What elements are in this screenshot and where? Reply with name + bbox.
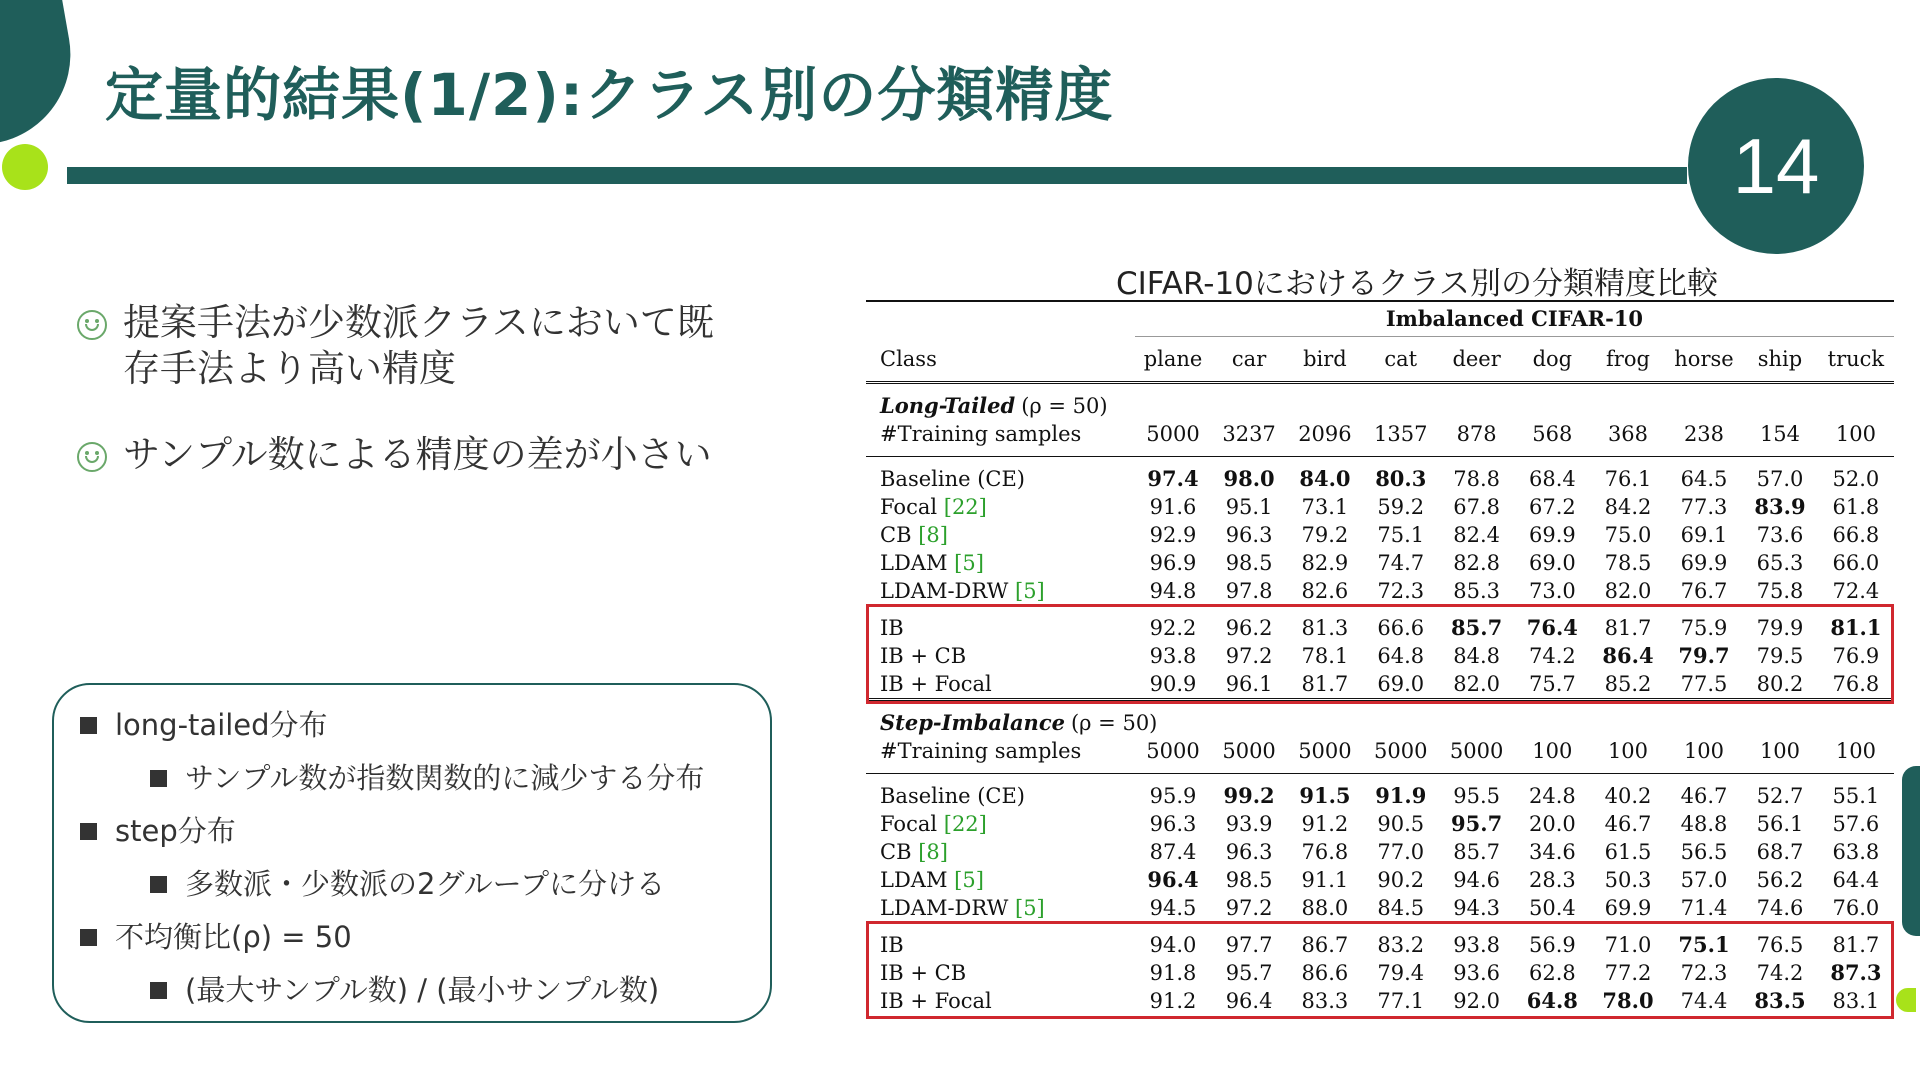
- definition-item: [80, 813, 770, 849]
- key-point: [75, 300, 795, 392]
- accuracy-cell: 73.6: [1756, 523, 1804, 547]
- definition-subitem: [150, 760, 770, 796]
- accuracy-cell: 97.2: [1225, 644, 1273, 668]
- method-label: IB: [880, 616, 904, 640]
- accuracy-cell: 72.3: [1377, 579, 1425, 603]
- accuracy-cell: 75.8: [1756, 579, 1804, 603]
- table-header-cell: dog: [1532, 347, 1573, 371]
- accuracy-cell: 91.6: [1149, 495, 1197, 519]
- accuracy-cell: 40.2: [1590, 774, 1666, 811]
- accuracy-cell: 76.0: [1832, 896, 1880, 920]
- citation-link: [8]: [918, 523, 948, 547]
- accuracy-cell: 85.7: [1439, 606, 1515, 643]
- accuracy-cell: 77.1: [1377, 989, 1425, 1013]
- accuracy-cell: 46.7: [1666, 774, 1742, 811]
- accuracy-cell: 79.9: [1742, 606, 1818, 643]
- accuracy-cell: 90.5: [1377, 812, 1425, 836]
- accuracy-cell: 96.3: [1149, 812, 1197, 836]
- accuracy-cell: 79.5: [1756, 644, 1804, 668]
- edge-decoration: [1902, 766, 1920, 936]
- definition-text: 多数派・少数派の2グループに分ける: [185, 867, 666, 901]
- accuracy-cell: 76.8: [1832, 672, 1880, 696]
- table-header-cell: truck: [1827, 347, 1885, 371]
- accuracy-cell: 84.2: [1604, 495, 1652, 519]
- baseline-method-row: [866, 810, 1894, 838]
- citation-link: [8]: [918, 840, 948, 864]
- table-header-cell: Class: [880, 346, 937, 371]
- smiley-icon: [77, 310, 107, 340]
- method-label: CB: [880, 523, 919, 547]
- citation-link: [5]: [1015, 896, 1045, 920]
- table-super-header-row: [866, 301, 1894, 337]
- accuracy-cell: 62.8: [1528, 961, 1576, 985]
- table-header-cell: bird: [1303, 347, 1347, 371]
- accuracy-cell: 77.0: [1377, 840, 1425, 864]
- accuracy-cell: 95.9: [1135, 774, 1211, 811]
- accuracy-cell: 91.2: [1301, 812, 1349, 836]
- definition-text: step分布: [115, 814, 236, 848]
- samples-cell: 5000: [1146, 739, 1200, 763]
- method-name: [866, 577, 1135, 606]
- baseline-method-row: [866, 521, 1894, 549]
- accuracy-cell: 65.3: [1756, 551, 1804, 575]
- accuracy-cell: 46.7: [1604, 812, 1652, 836]
- accuracy-cell: 93.8: [1439, 923, 1515, 960]
- samples-cell: 5000: [1222, 739, 1276, 763]
- method-name: [866, 549, 1135, 577]
- definition-text: long-tailed分布: [115, 708, 328, 742]
- accuracy-cell: 71.4: [1680, 896, 1728, 920]
- accuracy-cell: 98.0: [1211, 457, 1287, 494]
- accuracy-cell: 57.0: [1742, 457, 1818, 494]
- key-point-text: サンプル数による精度の差が小さい: [123, 433, 712, 476]
- accuracy-cell: 87.4: [1149, 840, 1197, 864]
- accuracy-cell: 69.1: [1680, 523, 1728, 547]
- accent-dot: [2, 144, 48, 190]
- samples-cell: 100: [1683, 739, 1725, 763]
- proposed-methods-highlight: [866, 921, 1894, 1020]
- accuracy-cell: 73.1: [1301, 495, 1349, 519]
- method-name: [866, 810, 1135, 838]
- accuracy-cell: 56.1: [1756, 812, 1804, 836]
- accuracy-cell: 66.6: [1363, 606, 1439, 643]
- samples-cell: 100: [1835, 422, 1876, 446]
- samples-cell: 100: [1532, 739, 1573, 763]
- table-header-cell: plane: [1143, 347, 1203, 371]
- accuracy-cell: 72.4: [1832, 579, 1880, 603]
- accuracy-cell: 90.9: [1149, 672, 1197, 696]
- definition-subitem: [150, 972, 770, 1008]
- accuracy-cell: 84.5: [1377, 896, 1425, 920]
- accuracy-cell: 64.5: [1666, 457, 1742, 494]
- accuracy-cell: 91.5: [1287, 774, 1363, 811]
- accuracy-cell: 76.8: [1301, 840, 1349, 864]
- accuracy-cell: 82.0: [1453, 672, 1500, 696]
- accuracy-cell: 85.7: [1453, 840, 1500, 864]
- accuracy-cell: 94.6: [1453, 868, 1500, 892]
- smiley-icon: [77, 442, 107, 472]
- baseline-method-row: [866, 577, 1894, 606]
- samples-label: #Training samples: [880, 739, 1082, 763]
- samples-row: [866, 737, 1894, 774]
- definition-item: [80, 919, 770, 955]
- accuracy-cell: 76.7: [1680, 579, 1728, 603]
- accuracy-cell: 77.3: [1680, 495, 1728, 519]
- table-header-cell: horse: [1674, 347, 1734, 371]
- title-underline: [67, 167, 1687, 184]
- section-name: Long-Tailed: [880, 393, 1016, 418]
- accuracy-cell: 20.0: [1528, 812, 1576, 836]
- samples-cell: 154: [1759, 422, 1801, 446]
- accuracy-cell: 93.6: [1453, 961, 1500, 985]
- accuracy-cell: 82.6: [1301, 579, 1349, 603]
- samples-cell: 368: [1607, 422, 1649, 446]
- accuracy-cell: 82.8: [1453, 551, 1500, 575]
- accuracy-cell: 79.2: [1301, 523, 1349, 547]
- accuracy-cell: 68.7: [1756, 840, 1804, 864]
- accuracy-cell: 28.3: [1528, 868, 1576, 892]
- square-bullet-icon: [150, 770, 167, 787]
- accuracy-cell: 78.5: [1604, 551, 1652, 575]
- method-label: LDAM-DRW: [880, 896, 1015, 920]
- definition-text: 不均衡比(ρ) = 50: [115, 920, 352, 954]
- accuracy-cell: 82.9: [1301, 551, 1349, 575]
- accuracy-cell: 74.7: [1377, 551, 1425, 575]
- accuracy-cell: 97.4: [1135, 457, 1211, 494]
- imbalance-ratio: (ρ = 50): [1021, 394, 1108, 418]
- accuracy-cell: 85.2: [1604, 672, 1652, 696]
- table-caption: CIFAR-10におけるクラス別の分類精度比較: [1116, 266, 1718, 302]
- square-bullet-icon: [80, 823, 97, 840]
- accuracy-cell: 96.3: [1225, 523, 1273, 547]
- accuracy-cell: 72.3: [1680, 961, 1728, 985]
- method-label: Focal: [880, 495, 944, 519]
- corner-decoration: [0, 0, 85, 150]
- accuracy-cell: 68.4: [1515, 457, 1591, 494]
- accuracy-cell: 77.5: [1680, 672, 1728, 696]
- accuracy-cell: 79.7: [1678, 643, 1730, 668]
- accuracy-cell: 94.5: [1149, 896, 1197, 920]
- method-label: Baseline (CE): [880, 467, 1026, 491]
- accuracy-cell: 48.8: [1680, 812, 1728, 836]
- method-name: [866, 866, 1135, 894]
- accuracy-cell: 74.4: [1680, 989, 1728, 1013]
- citation-link: [22]: [943, 495, 987, 519]
- accuracy-cell: 81.7: [1818, 923, 1894, 960]
- accuracy-cell: 83.1: [1832, 989, 1880, 1013]
- accuracy-cell: 69.0: [1377, 672, 1425, 696]
- accuracy-cell: 95.7: [1225, 961, 1273, 985]
- accuracy-cell: 96.4: [1147, 867, 1199, 892]
- accuracy-cell: 69.9: [1604, 896, 1652, 920]
- accuracy-cell: 64.4: [1832, 868, 1880, 892]
- accuracy-cell: 94.8: [1149, 579, 1197, 603]
- samples-cell: 1357: [1374, 422, 1428, 446]
- samples-cell: 5000: [1449, 739, 1504, 763]
- table-super-header: Imbalanced CIFAR-10: [1135, 301, 1894, 337]
- accuracy-cell: 75.7: [1528, 672, 1576, 696]
- accuracy-cell: 76.9: [1832, 644, 1880, 668]
- accuracy-cell: 63.8: [1832, 840, 1880, 864]
- accuracy-cell: 81.1: [1818, 606, 1894, 643]
- accuracy-cell: 84.0: [1287, 457, 1363, 494]
- accuracy-cell: 66.0: [1832, 551, 1880, 575]
- accuracy-cell: 52.0: [1818, 457, 1894, 494]
- slide-title: 定量的結果(1/2):クラス別の分類精度: [105, 61, 1114, 129]
- accuracy-cell: 96.3: [1225, 840, 1273, 864]
- method-name: [866, 521, 1135, 549]
- accuracy-cell: 96.2: [1211, 606, 1287, 643]
- samples-cell: 568: [1532, 422, 1573, 446]
- baseline-method-row: [866, 894, 1894, 923]
- method-label: IB: [880, 933, 904, 957]
- accuracy-cell: 64.8: [1377, 644, 1425, 668]
- accuracy-cell: 83.5: [1754, 988, 1806, 1013]
- baseline-method-row: [866, 549, 1894, 577]
- accuracy-cell: 64.8: [1526, 988, 1578, 1013]
- key-point: [75, 432, 795, 478]
- accuracy-cell: 81.7: [1590, 606, 1666, 643]
- table-header-cell: frog: [1606, 347, 1650, 371]
- accuracy-cell: 90.2: [1377, 868, 1425, 892]
- accuracy-cell: 83.2: [1363, 923, 1439, 960]
- page-number-badge: 14: [1688, 78, 1864, 254]
- accuracy-cell: 67.8: [1453, 495, 1500, 519]
- accuracy-cell: 77.2: [1604, 961, 1652, 985]
- accuracy-cell: 66.8: [1832, 523, 1880, 547]
- accuracy-cell: 92.9: [1149, 523, 1197, 547]
- accuracy-cell: 93.9: [1225, 812, 1273, 836]
- method-name: [866, 493, 1135, 521]
- baseline-method-row: [866, 493, 1894, 521]
- samples-cell: 238: [1683, 422, 1725, 446]
- section-title: [866, 383, 1894, 421]
- accuracy-cell: 94.3: [1453, 896, 1500, 920]
- accuracy-cell: 57.0: [1680, 868, 1728, 892]
- accuracy-cell: 71.0: [1590, 923, 1666, 960]
- definition-text: サンプル数が指数関数的に減少する分布: [185, 761, 705, 795]
- accuracy-cell: 92.0: [1453, 989, 1500, 1013]
- accuracy-cell: 67.2: [1528, 495, 1576, 519]
- accuracy-cell: 52.7: [1742, 774, 1818, 811]
- accuracy-cell: 86.7: [1287, 923, 1363, 960]
- accuracy-cell: 78.0: [1602, 988, 1654, 1013]
- accuracy-cell: 75.1: [1377, 523, 1425, 547]
- method-name: [866, 457, 1135, 494]
- table-header-cell: deer: [1452, 347, 1501, 371]
- accuracy-cell: 74.2: [1756, 961, 1804, 985]
- samples-label: #Training samples: [880, 422, 1082, 446]
- method-label: CB: [880, 840, 919, 864]
- accuracy-cell: 76.5: [1742, 923, 1818, 960]
- accuracy-cell: 91.1: [1301, 868, 1349, 892]
- accuracy-cell: 78.1: [1301, 644, 1349, 668]
- accuracy-cell: 80.2: [1756, 672, 1804, 696]
- accuracy-cell: 75.9: [1666, 606, 1742, 643]
- accuracy-cell: 79.4: [1377, 961, 1425, 985]
- citation-link: [5]: [954, 551, 984, 575]
- edge-accent-dot: [1896, 988, 1916, 1012]
- accuracy-cell: 61.5: [1604, 840, 1652, 864]
- accuracy-cell: 75.1: [1666, 923, 1742, 960]
- table-header-cell: car: [1231, 347, 1267, 371]
- table-header-row: [866, 337, 1894, 383]
- samples-cell: 2096: [1298, 422, 1352, 446]
- accuracy-cell: 91.9: [1363, 774, 1439, 811]
- method-name: [866, 774, 1135, 811]
- table-header-cell: ship: [1757, 347, 1803, 371]
- samples-cell: 5000: [1298, 739, 1352, 763]
- samples-cell: 5000: [1146, 422, 1200, 446]
- accuracy-cell: 73.0: [1528, 579, 1576, 603]
- method-label: LDAM: [880, 551, 955, 575]
- samples-cell: 100: [1607, 739, 1649, 763]
- accuracy-cell: 81.3: [1287, 606, 1363, 643]
- accuracy-cell: 97.8: [1225, 579, 1273, 603]
- proposed-methods-highlight: [866, 604, 1894, 704]
- accuracy-cell: 24.8: [1515, 774, 1591, 811]
- section-title-row: [866, 700, 1894, 738]
- accuracy-cell: 93.8: [1149, 644, 1197, 668]
- method-label: IB + Focal: [880, 989, 992, 1013]
- accuracy-cell: 91.2: [1149, 989, 1197, 1013]
- square-bullet-icon: [150, 982, 167, 999]
- method-label: Baseline (CE): [880, 784, 1026, 808]
- section-name: Step-Imbalance: [880, 710, 1065, 735]
- citation-link: [22]: [943, 812, 987, 836]
- square-bullet-icon: [80, 929, 97, 946]
- accuracy-cell: 95.5: [1439, 774, 1515, 811]
- table-header-cell: cat: [1384, 347, 1418, 371]
- samples-cell: 5000: [1374, 739, 1428, 763]
- accuracy-cell: 94.0: [1135, 923, 1211, 960]
- accuracy-cell: 76.4: [1515, 606, 1591, 643]
- accuracy-cell: 92.2: [1135, 606, 1211, 643]
- accuracy-cell: 74.6: [1756, 896, 1804, 920]
- key-point-text: 提案手法が少数派クラスにおいて既存手法より高い精度: [123, 301, 714, 390]
- accuracy-cell: 86.6: [1301, 961, 1349, 985]
- accuracy-cell: 56.9: [1515, 923, 1591, 960]
- accuracy-cell: 56.5: [1680, 840, 1728, 864]
- key-points: [75, 300, 795, 518]
- accuracy-cell: 82.4: [1453, 523, 1500, 547]
- method-label: IB + Focal: [880, 672, 992, 696]
- square-bullet-icon: [80, 717, 97, 734]
- accuracy-cell: 74.2: [1528, 644, 1576, 668]
- method-label: Focal: [880, 812, 944, 836]
- accuracy-cell: 85.3: [1453, 579, 1500, 603]
- accuracy-cell: 50.4: [1528, 896, 1576, 920]
- accuracy-cell: 75.0: [1604, 523, 1652, 547]
- accuracy-cell: 59.2: [1377, 495, 1425, 519]
- section-title-row: [866, 383, 1894, 421]
- accuracy-cell: 69.9: [1528, 523, 1576, 547]
- section-title: [866, 700, 1894, 738]
- method-label: LDAM: [880, 868, 955, 892]
- accuracy-cell: 78.8: [1439, 457, 1515, 494]
- samples-row: [866, 420, 1894, 457]
- samples-cell: 100: [1835, 739, 1876, 763]
- accuracy-cell: 34.6: [1528, 840, 1576, 864]
- baseline-method-row: [866, 457, 1894, 494]
- accuracy-cell: 91.8: [1149, 961, 1197, 985]
- samples-cell: 100: [1759, 739, 1801, 763]
- accuracy-cell: 81.7: [1301, 672, 1349, 696]
- square-bullet-icon: [150, 876, 167, 893]
- accuracy-cell: 84.8: [1453, 644, 1500, 668]
- accuracy-cell: 83.3: [1301, 989, 1349, 1013]
- accuracy-cell: 99.2: [1211, 774, 1287, 811]
- accuracy-cell: 76.1: [1590, 457, 1666, 494]
- accuracy-cell: 96.1: [1225, 672, 1273, 696]
- imbalance-ratio: (ρ = 50): [1070, 711, 1158, 735]
- accuracy-cell: 61.8: [1832, 495, 1880, 519]
- accuracy-cell: 57.6: [1832, 812, 1880, 836]
- accuracy-cell: 96.9: [1149, 551, 1197, 575]
- method-label: IB + CB: [880, 644, 967, 668]
- accuracy-cell: 97.7: [1211, 923, 1287, 960]
- baseline-method-row: [866, 838, 1894, 866]
- accuracy-cell: 96.4: [1225, 989, 1273, 1013]
- baseline-method-row: [866, 774, 1894, 811]
- accuracy-cell: 98.5: [1225, 551, 1273, 575]
- samples-cell: 3237: [1222, 422, 1276, 446]
- accuracy-cell: 97.2: [1225, 896, 1273, 920]
- accuracy-cell: 80.3: [1363, 457, 1439, 494]
- table-corner-cell: [866, 301, 1135, 337]
- accuracy-cell: 98.5: [1225, 868, 1273, 892]
- accuracy-cell: 69.0: [1528, 551, 1576, 575]
- accuracy-cell: 88.0: [1301, 896, 1349, 920]
- method-label: LDAM-DRW: [880, 579, 1015, 603]
- accuracy-cell: 87.3: [1830, 960, 1882, 985]
- citation-link: [5]: [1015, 579, 1045, 603]
- method-name: [866, 838, 1135, 866]
- citation-link: [5]: [954, 868, 984, 892]
- method-name: [866, 894, 1135, 923]
- accuracy-cell: 50.3: [1604, 868, 1652, 892]
- accuracy-cell: 83.9: [1754, 494, 1806, 519]
- accuracy-cell: 95.7: [1451, 811, 1503, 836]
- definitions-box: [52, 683, 772, 1023]
- accuracy-cell: 69.9: [1680, 551, 1728, 575]
- method-label: IB + CB: [880, 961, 967, 985]
- definition-item: [80, 707, 770, 743]
- samples-cell: 878: [1456, 422, 1497, 446]
- accuracy-cell: 56.2: [1756, 868, 1804, 892]
- definition-subitem: [150, 866, 770, 902]
- definition-text: (最大サンプル数) / (最小サンプル数): [185, 973, 660, 1007]
- accuracy-cell: 95.1: [1225, 495, 1273, 519]
- accuracy-cell: 55.1: [1818, 774, 1894, 811]
- baseline-method-row: [866, 866, 1894, 894]
- accuracy-cell: 82.0: [1604, 579, 1652, 603]
- accuracy-cell: 86.4: [1602, 643, 1654, 668]
